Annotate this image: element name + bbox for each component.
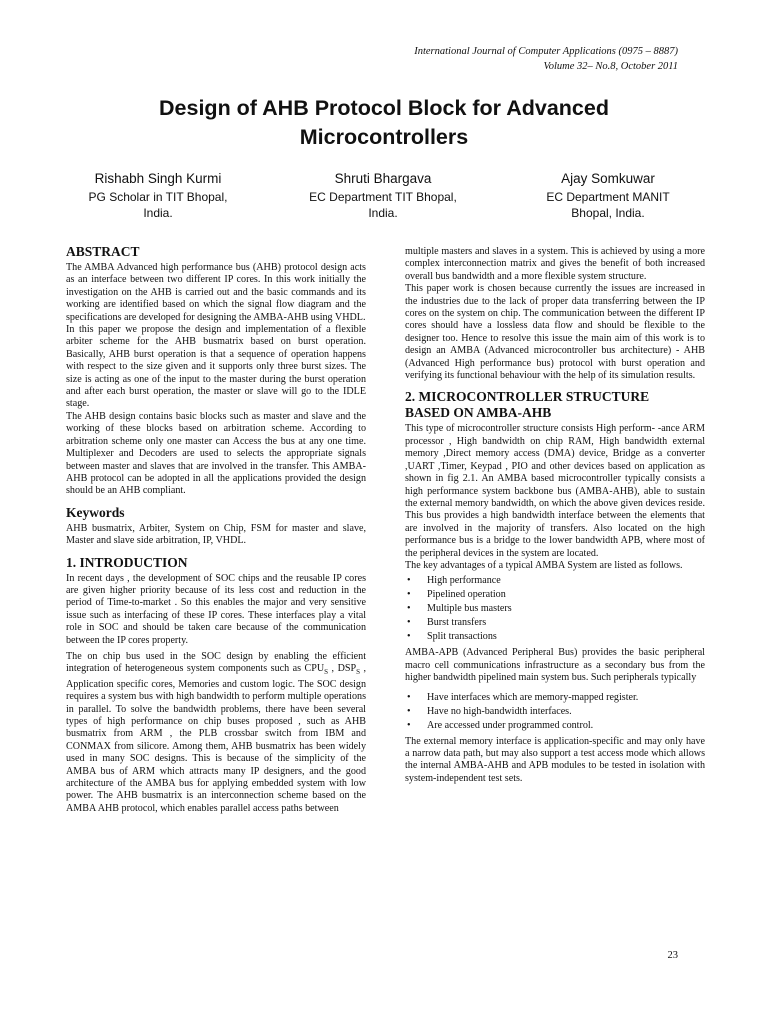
title-line-2: Microcontrollers	[299, 125, 469, 149]
journal-header	[414, 44, 678, 74]
abstract-heading: ABSTRACT	[66, 244, 140, 259]
author-affiliation: PG Scholar in TIT Bhopal,	[88, 190, 228, 204]
page-number: 23	[667, 950, 678, 961]
author-name: Rishabh Singh Kurmi	[94, 171, 222, 186]
author-2	[283, 170, 483, 221]
list-item: • Multiple bus masters	[405, 602, 705, 616]
body-paragraph: This paper work is chosen because currently the issues are increased in the industries due to the lack of proper data transferring between the IP cores on the system on chip. The communication between the different IP cores should have a lossless data flow and should be flexible to the designer too. Hence to resolve this issue the main aim of this work is to design an AMBA (Advanced microcontroller bus architecture) - AHB (Advanced High performance bus) protocol with burst operation and verifying its functional behaviour with the help of its simulation results.	[405, 283, 705, 382]
author-name: Shruti Bhargava	[334, 171, 432, 186]
journal-volume: Volume 32– No.8, October 2011	[543, 61, 678, 72]
title-line-1: Design of AHB Protocol Block for Advanced	[159, 96, 609, 120]
section-2-heading-line-1: 2. MICROCONTROLLER STRUCTURE	[405, 389, 650, 405]
list-item: • Are accessed under programmed control.	[405, 719, 705, 733]
list-item: • Pipelined operation	[405, 588, 705, 602]
subscript: S	[324, 668, 329, 677]
author-3	[508, 170, 708, 221]
list-item: • Burst transfers	[405, 616, 705, 630]
right-column	[405, 246, 705, 785]
intro-paragraph	[66, 651, 366, 815]
author-affiliation: EC Department MANIT	[546, 190, 670, 204]
intro-text: , Application specific cores, Memories and custom logic. The SOC design requires a system bus with high bandwidth to perform multiple operations in parallel. To solve the bandwidth problems, there have been several types of high performance on chip buses proposed , such as AHB busmatrix from ARM , the PLB crossbar switch from IBM and CONMAX from silicore. Among them, AHB busmatrix has been widely used in many SOC designs. This is because of the simplicity of the AMBA bus of ARM which attracts many IP designers, and the good architecture of the AMBA bus for applying embedded system with low power. The AHB busmatrix is an interconnection scheme based on the AMBA AHB protocol, which enables parallel access paths between	[66, 663, 367, 814]
author-1	[58, 170, 258, 221]
journal-name: International Journal of Computer Applications (0975 – 8887)	[414, 46, 678, 57]
body-paragraph: The key advantages of a typical AMBA System are listed as follows.	[405, 559, 683, 571]
keywords-heading: Keywords	[66, 504, 125, 520]
list-item: • High performance	[405, 574, 705, 588]
abstract-paragraph: The AMBA Advanced high performance bus (AHB) protocol design acts as an interface between two different IP cores. In this work initially the investigation on the AHB is carried out and the basic commands and its working are identified based on which the signal flow diagram and the specifications are developed for designing the AMBA-AHB using VHDL.	[66, 262, 366, 323]
list-item: • Have interfaces which are memory-mapped register.	[405, 691, 705, 705]
intro-text: The on chip bus used in the SOC design by enabling the efficient integration of heterogeneous system components such as CPU	[66, 650, 366, 675]
body-paragraph: AMBA-APB (Advanced Peripheral Bus) provides the basic peripheral macro cell communications infrastructure as a secondary bus from the higher bandwidth pipelined main system bus. Such peripherals typically	[405, 647, 705, 684]
author-affiliation: EC Department TIT Bhopal,	[309, 190, 457, 204]
intro-text: , DSP	[328, 663, 357, 675]
paper-title	[0, 94, 768, 152]
section-2-heading	[405, 389, 705, 421]
section-2-heading-line-2: BASED ON AMBA-AHB	[405, 405, 552, 421]
abstract-paragraph: In this paper we propose the design and implementation of a flexible arbiter scheme for the AHB busmatrix based on burst operation. Basically, AHB burst operation is that a sequence of operation happens with respect to the size given and it supports only three burst sizes. The size is acting as one of the input to the master during the burst operation and after each burst operation, the master or slave will go to the IDLE stage.	[66, 324, 366, 410]
author-location: Bhopal, India.	[571, 206, 645, 220]
advantages-list	[405, 574, 705, 644]
left-column	[66, 244, 366, 815]
list-item: • Have no high-bandwidth interfaces.	[405, 705, 705, 719]
abstract-paragraph: The AHB design contains basic blocks such as master and slave and the working of these blocks based on arbitration scheme. According to arbitration scheme only one master can Access the bus at any one time. Multiplexer and Decoders are used to selects the appropriate signals between master and slaves that are involved in the transfer. This AMBA-AHB protocol can be adopted in all the applications provided the design should be an AHB compliant.	[66, 410, 366, 497]
subscript: S	[356, 668, 360, 677]
keywords-text: AHB busmatrix, Arbiter, System on Chip, FSM for master and slave, Master and slave side arbitration, IP, VHDL.	[66, 522, 366, 547]
introduction-heading: 1. INTRODUCTION	[66, 554, 188, 570]
body-paragraph: The external memory interface is application-specific and may only have a narrow data path, but may also support a test access mode which allows the internal AMBA-AHB and APB modules to be tested in isolation with system-independent test sets.	[405, 735, 705, 784]
peripherals-list	[405, 691, 705, 733]
author-location: India.	[368, 206, 398, 220]
author-name: Ajay Somkuwar	[561, 171, 655, 186]
intro-paragraph: In recent days , the development of SOC chips and the reusable IP cores are given higher priority because of its less cost and reduction in the period of Time-to-market . So this enables the major and very sensitive issue such as interfacing of these IP cores. These interfaces play a vital role in SOC and should be taken care because of the communication between the IP cores property.	[66, 572, 366, 646]
body-paragraph: multiple masters and slaves in a system. This is achieved by using a more complex interconnection matrix and gives the benefit of both increased overall bus bandwidth and a more flexible system structure.	[405, 246, 705, 282]
list-item: • Split transactions	[405, 630, 705, 644]
author-location: India.	[143, 206, 173, 220]
body-paragraph: This type of microcontroller structure consists High perform- -ance ARM processor , High bandwidth on chip RAM, High bandwidth external memory ,Direct memory access (DMA) device, Bridge as a converter ,UART ,Timer, Keypad , PIO and other devices based on application as shown in fig 2.1. An AMBA based microcontroller typically consists a high performance system backbone bus (AMBA-AHB), able to sustain the external memory bandwidth, on which the above given devices reside. This bus provides a high bandwidth interface between the elements that are involved in the majority of transfers. Also located on the high performance bus is a bridge to the lower bandwidth APB, where most of the peripheral devices in the system are located.	[405, 423, 705, 559]
